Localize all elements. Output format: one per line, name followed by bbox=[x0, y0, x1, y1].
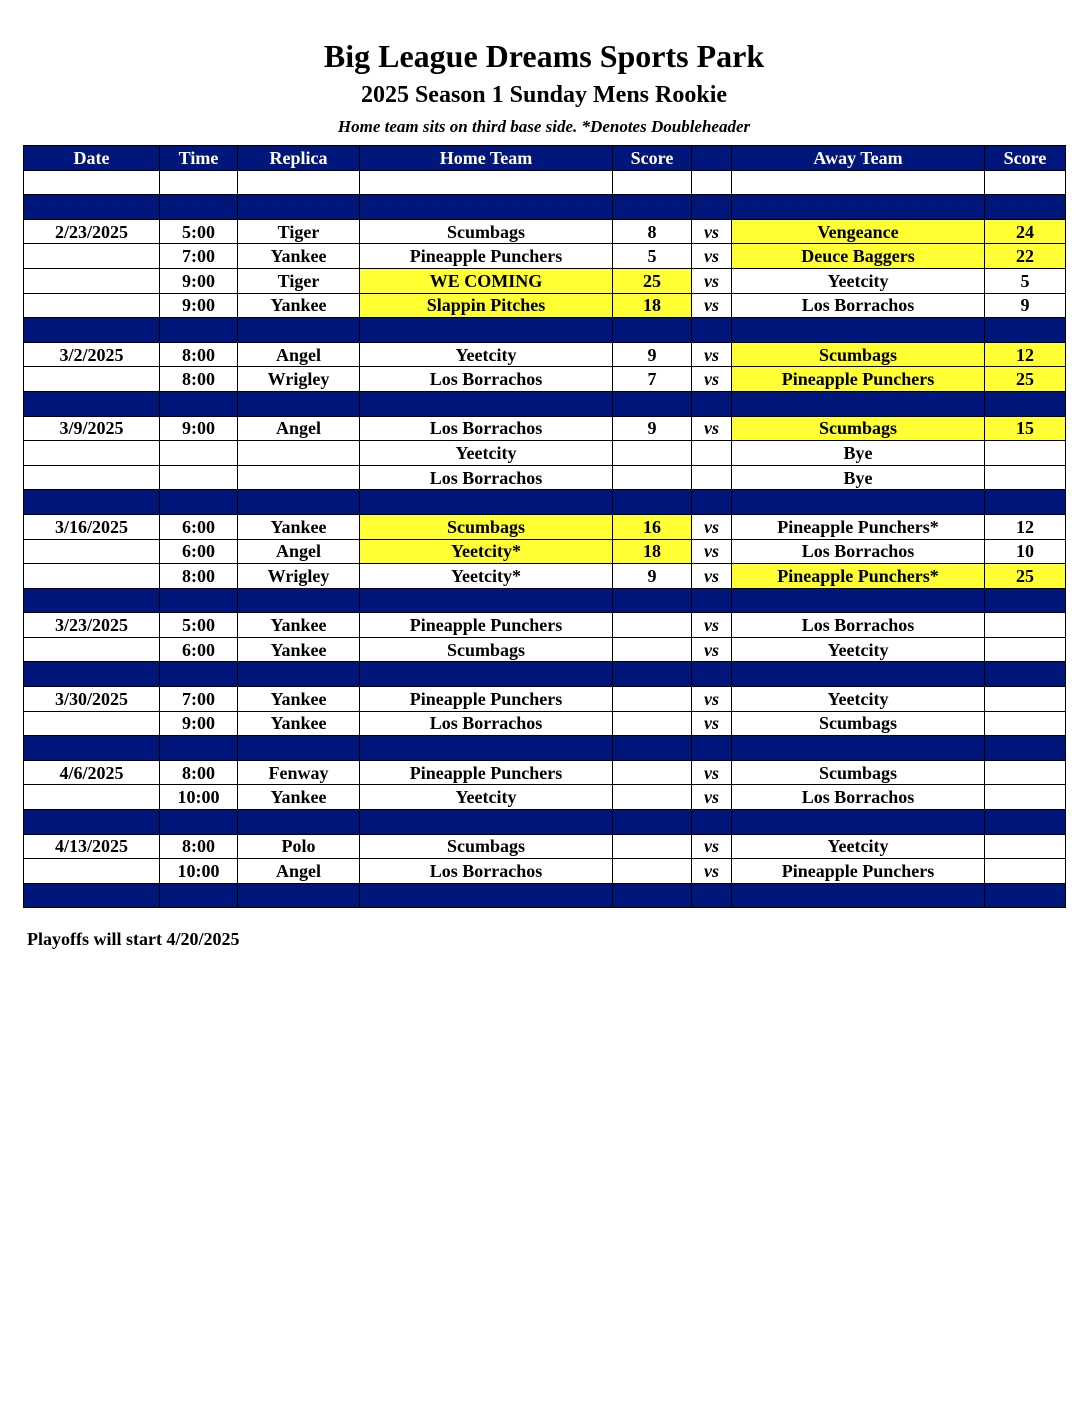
home-score-cell bbox=[613, 637, 692, 662]
col-header-away-team: Away Team bbox=[732, 146, 985, 171]
time-cell: 9:00 bbox=[160, 711, 238, 736]
separator-cell bbox=[160, 588, 238, 613]
away-score-cell: 12 bbox=[985, 514, 1066, 539]
game-row bbox=[24, 342, 1066, 367]
home-team-cell: Los Borrachos bbox=[360, 416, 613, 441]
away-team-cell: Yeetcity bbox=[732, 834, 985, 859]
home-score-cell bbox=[613, 834, 692, 859]
separator-cell bbox=[360, 810, 613, 835]
replica-cell: Polo bbox=[238, 834, 360, 859]
col-header-time: Time bbox=[160, 146, 238, 171]
home-team-cell: Los Borrachos bbox=[360, 859, 613, 884]
home-team-cell: Pineapple Punchers bbox=[360, 760, 613, 785]
separator-cell bbox=[613, 490, 692, 515]
away-score-cell: 9 bbox=[985, 293, 1066, 318]
away-team-cell: Yeetcity bbox=[732, 687, 985, 712]
vs-cell: vs bbox=[692, 859, 732, 884]
replica-cell bbox=[238, 441, 360, 466]
away-team-cell: Scumbags bbox=[732, 760, 985, 785]
game-row bbox=[24, 293, 1066, 318]
home-score-cell: 7 bbox=[613, 367, 692, 392]
vs-cell: vs bbox=[692, 760, 732, 785]
separator-cell bbox=[160, 490, 238, 515]
blank-cell bbox=[24, 170, 160, 195]
home-team-cell: Scumbags bbox=[360, 637, 613, 662]
separator-cell bbox=[692, 588, 732, 613]
away-team-cell: Pineapple Punchers* bbox=[732, 514, 985, 539]
separator-cell bbox=[985, 662, 1066, 687]
away-score-cell: 15 bbox=[985, 416, 1066, 441]
away-score-cell bbox=[985, 760, 1066, 785]
separator-cell bbox=[692, 490, 732, 515]
replica-cell: Angel bbox=[238, 342, 360, 367]
away-team-cell: Pineapple Punchers bbox=[732, 367, 985, 392]
away-team-cell: Los Borrachos bbox=[732, 293, 985, 318]
away-score-cell: 22 bbox=[985, 244, 1066, 269]
vs-cell: vs bbox=[692, 268, 732, 293]
date-cell bbox=[24, 367, 160, 392]
separator-cell bbox=[360, 588, 613, 613]
home-team-cell: Los Borrachos bbox=[360, 465, 613, 490]
schedule-body bbox=[24, 170, 1066, 908]
away-team-cell: Los Borrachos bbox=[732, 785, 985, 810]
date-cell: 3/9/2025 bbox=[24, 416, 160, 441]
away-team-cell: Vengeance bbox=[732, 219, 985, 244]
replica-cell: Yankee bbox=[238, 711, 360, 736]
separator-cell bbox=[732, 490, 985, 515]
home-team-cell: Scumbags bbox=[360, 514, 613, 539]
time-cell: 7:00 bbox=[160, 244, 238, 269]
away-score-cell: 10 bbox=[985, 539, 1066, 564]
game-row bbox=[24, 416, 1066, 441]
home-score-cell: 9 bbox=[613, 342, 692, 367]
separator-cell bbox=[360, 318, 613, 343]
separator-cell bbox=[613, 195, 692, 220]
replica-cell: Angel bbox=[238, 416, 360, 441]
game-row bbox=[24, 367, 1066, 392]
away-team-cell: Deuce Baggers bbox=[732, 244, 985, 269]
date-cell: 3/16/2025 bbox=[24, 514, 160, 539]
home-score-cell bbox=[613, 441, 692, 466]
week-separator-row bbox=[24, 490, 1066, 515]
replica-cell: Angel bbox=[238, 859, 360, 884]
vs-cell: vs bbox=[692, 834, 732, 859]
home-team-cell: Pineapple Punchers bbox=[360, 244, 613, 269]
game-row bbox=[24, 785, 1066, 810]
date-cell bbox=[24, 465, 160, 490]
date-cell: 2/23/2025 bbox=[24, 219, 160, 244]
vs-cell: vs bbox=[692, 711, 732, 736]
away-score-cell bbox=[985, 711, 1066, 736]
home-score-cell bbox=[613, 859, 692, 884]
game-row bbox=[24, 564, 1066, 589]
home-score-cell: 5 bbox=[613, 244, 692, 269]
time-cell: 8:00 bbox=[160, 760, 238, 785]
separator-cell bbox=[360, 736, 613, 761]
week-separator-row bbox=[24, 883, 1066, 908]
separator-cell bbox=[985, 810, 1066, 835]
col-header-away-score: Score bbox=[985, 146, 1066, 171]
game-row bbox=[24, 244, 1066, 269]
separator-cell bbox=[692, 883, 732, 908]
separator-cell bbox=[238, 391, 360, 416]
vs-cell: vs bbox=[692, 564, 732, 589]
separator-cell bbox=[732, 883, 985, 908]
away-score-cell bbox=[985, 613, 1066, 638]
replica-cell: Fenway bbox=[238, 760, 360, 785]
separator-cell bbox=[238, 318, 360, 343]
week-separator-row bbox=[24, 318, 1066, 343]
separator-cell bbox=[160, 736, 238, 761]
home-score-cell bbox=[613, 687, 692, 712]
separator-cell bbox=[613, 810, 692, 835]
separator-cell bbox=[24, 736, 160, 761]
game-row bbox=[24, 859, 1066, 884]
date-cell bbox=[24, 711, 160, 736]
col-header-home-team: Home Team bbox=[360, 146, 613, 171]
separator-cell bbox=[360, 883, 613, 908]
separator-cell bbox=[24, 810, 160, 835]
time-cell: 8:00 bbox=[160, 367, 238, 392]
col-header-home-score: Score bbox=[613, 146, 692, 171]
home-score-cell bbox=[613, 711, 692, 736]
home-team-cell: Yeetcity bbox=[360, 441, 613, 466]
home-team-cell: Los Borrachos bbox=[360, 711, 613, 736]
separator-cell bbox=[360, 391, 613, 416]
blank-cell bbox=[692, 170, 732, 195]
separator-cell bbox=[238, 490, 360, 515]
home-score-cell bbox=[613, 465, 692, 490]
vs-cell: vs bbox=[692, 342, 732, 367]
separator-cell bbox=[985, 883, 1066, 908]
home-score-cell: 16 bbox=[613, 514, 692, 539]
home-score-cell bbox=[613, 613, 692, 638]
separator-cell bbox=[160, 810, 238, 835]
week-separator-row bbox=[24, 810, 1066, 835]
vs-cell: vs bbox=[692, 539, 732, 564]
replica-cell: Yankee bbox=[238, 637, 360, 662]
separator-cell bbox=[360, 490, 613, 515]
separator-cell bbox=[160, 195, 238, 220]
date-cell bbox=[24, 244, 160, 269]
away-team-cell: Scumbags bbox=[732, 711, 985, 736]
separator-cell bbox=[360, 662, 613, 687]
col-header-replica: Replica bbox=[238, 146, 360, 171]
game-row bbox=[24, 539, 1066, 564]
replica-cell: Wrigley bbox=[238, 367, 360, 392]
separator-cell bbox=[692, 391, 732, 416]
date-cell: 4/13/2025 bbox=[24, 834, 160, 859]
vs-cell: vs bbox=[692, 367, 732, 392]
separator-cell bbox=[613, 391, 692, 416]
separator-cell bbox=[732, 736, 985, 761]
game-row bbox=[24, 637, 1066, 662]
separator-cell bbox=[985, 588, 1066, 613]
away-team-cell: Bye bbox=[732, 465, 985, 490]
home-team-cell: Scumbags bbox=[360, 219, 613, 244]
game-row bbox=[24, 219, 1066, 244]
time-cell bbox=[160, 441, 238, 466]
away-team-cell: Scumbags bbox=[732, 416, 985, 441]
replica-cell: Tiger bbox=[238, 268, 360, 293]
vs-cell: vs bbox=[692, 219, 732, 244]
week-separator-row bbox=[24, 662, 1066, 687]
blank-row bbox=[24, 170, 1066, 195]
date-cell: 3/30/2025 bbox=[24, 687, 160, 712]
separator-cell bbox=[24, 588, 160, 613]
date-cell bbox=[24, 785, 160, 810]
vs-cell bbox=[692, 465, 732, 490]
separator-cell bbox=[692, 736, 732, 761]
time-cell: 7:00 bbox=[160, 687, 238, 712]
vs-cell: vs bbox=[692, 416, 732, 441]
date-cell: 3/2/2025 bbox=[24, 342, 160, 367]
game-row bbox=[24, 613, 1066, 638]
replica-cell: Yankee bbox=[238, 613, 360, 638]
time-cell bbox=[160, 465, 238, 490]
separator-cell bbox=[160, 391, 238, 416]
schedule-table bbox=[23, 145, 1066, 908]
date-cell bbox=[24, 637, 160, 662]
separator-cell bbox=[238, 810, 360, 835]
separator-cell bbox=[24, 490, 160, 515]
replica-cell: Angel bbox=[238, 539, 360, 564]
separator-cell bbox=[160, 662, 238, 687]
separator-cell bbox=[985, 490, 1066, 515]
away-score-cell bbox=[985, 687, 1066, 712]
game-row bbox=[24, 441, 1066, 466]
vs-cell bbox=[692, 441, 732, 466]
page-title: Big League Dreams Sports Park bbox=[323, 38, 765, 74]
separator-cell bbox=[613, 318, 692, 343]
away-score-cell bbox=[985, 441, 1066, 466]
date-cell bbox=[24, 268, 160, 293]
separator-cell bbox=[732, 195, 985, 220]
away-score-cell: 25 bbox=[985, 564, 1066, 589]
separator-cell bbox=[732, 318, 985, 343]
table-header-row bbox=[24, 146, 1066, 171]
away-score-cell bbox=[985, 834, 1066, 859]
separator-cell bbox=[732, 810, 985, 835]
away-team-cell: Los Borrachos bbox=[732, 613, 985, 638]
home-team-cell: Scumbags bbox=[360, 834, 613, 859]
separator-cell bbox=[692, 318, 732, 343]
week-separator-row bbox=[24, 195, 1066, 220]
separator-cell bbox=[238, 662, 360, 687]
date-cell bbox=[24, 564, 160, 589]
vs-cell: vs bbox=[692, 637, 732, 662]
week-separator-row bbox=[24, 588, 1066, 613]
time-cell: 8:00 bbox=[160, 564, 238, 589]
vs-cell: vs bbox=[692, 293, 732, 318]
home-team-cell: Slappin Pitches bbox=[360, 293, 613, 318]
away-score-cell: 12 bbox=[985, 342, 1066, 367]
game-row bbox=[24, 834, 1066, 859]
away-score-cell: 25 bbox=[985, 367, 1066, 392]
date-cell bbox=[24, 539, 160, 564]
home-team-cell: Yeetcity bbox=[360, 785, 613, 810]
away-team-cell: Yeetcity bbox=[732, 268, 985, 293]
separator-cell bbox=[238, 736, 360, 761]
home-score-cell bbox=[613, 785, 692, 810]
separator-cell bbox=[692, 195, 732, 220]
separator-cell bbox=[985, 318, 1066, 343]
date-cell: 3/23/2025 bbox=[24, 613, 160, 638]
separator-cell bbox=[238, 588, 360, 613]
away-team-cell: Los Borrachos bbox=[732, 539, 985, 564]
week-separator-row bbox=[24, 736, 1066, 761]
vs-cell: vs bbox=[692, 514, 732, 539]
replica-cell: Yankee bbox=[238, 244, 360, 269]
blank-cell bbox=[985, 170, 1066, 195]
blank-cell bbox=[613, 170, 692, 195]
time-cell: 6:00 bbox=[160, 514, 238, 539]
game-row bbox=[24, 514, 1066, 539]
replica-cell: Yankee bbox=[238, 687, 360, 712]
separator-cell bbox=[613, 736, 692, 761]
away-score-cell bbox=[985, 637, 1066, 662]
home-team-cell: Los Borrachos bbox=[360, 367, 613, 392]
home-score-cell: 8 bbox=[613, 219, 692, 244]
time-cell: 6:00 bbox=[160, 637, 238, 662]
separator-cell bbox=[24, 318, 160, 343]
away-team-cell: Bye bbox=[732, 441, 985, 466]
vs-cell: vs bbox=[692, 613, 732, 638]
date-cell: 4/6/2025 bbox=[24, 760, 160, 785]
time-cell: 10:00 bbox=[160, 859, 238, 884]
home-score-cell: 25 bbox=[613, 268, 692, 293]
time-cell: 8:00 bbox=[160, 342, 238, 367]
playoffs-note: Playoffs will start 4/20/2025 bbox=[27, 929, 240, 949]
home-score-cell: 9 bbox=[613, 416, 692, 441]
separator-cell bbox=[160, 318, 238, 343]
away-team-cell: Scumbags bbox=[732, 342, 985, 367]
col-header-vs bbox=[692, 146, 732, 171]
home-team-cell: WE COMING bbox=[360, 268, 613, 293]
away-score-cell bbox=[985, 465, 1066, 490]
away-score-cell bbox=[985, 859, 1066, 884]
away-score-cell: 5 bbox=[985, 268, 1066, 293]
separator-cell bbox=[732, 391, 985, 416]
separator-cell bbox=[732, 662, 985, 687]
vs-cell: vs bbox=[692, 785, 732, 810]
separator-cell bbox=[160, 883, 238, 908]
separator-cell bbox=[24, 883, 160, 908]
home-team-cell: Pineapple Punchers bbox=[360, 687, 613, 712]
time-cell: 5:00 bbox=[160, 613, 238, 638]
blank-cell bbox=[732, 170, 985, 195]
home-score-cell: 9 bbox=[613, 564, 692, 589]
home-team-cell: Yeetcity* bbox=[360, 564, 613, 589]
date-cell bbox=[24, 293, 160, 318]
separator-cell bbox=[238, 883, 360, 908]
separator-cell bbox=[24, 662, 160, 687]
separator-cell bbox=[985, 195, 1066, 220]
game-row bbox=[24, 268, 1066, 293]
away-team-cell: Pineapple Punchers* bbox=[732, 564, 985, 589]
game-row bbox=[24, 687, 1066, 712]
game-row bbox=[24, 760, 1066, 785]
home-team-cell: Yeetcity* bbox=[360, 539, 613, 564]
time-cell: 8:00 bbox=[160, 834, 238, 859]
blank-cell bbox=[160, 170, 238, 195]
replica-cell: Yankee bbox=[238, 293, 360, 318]
away-team-cell: Yeetcity bbox=[732, 637, 985, 662]
time-cell: 9:00 bbox=[160, 416, 238, 441]
separator-cell bbox=[985, 736, 1066, 761]
schedule-note: Home team sits on third base side. *Denotes Doubleheader bbox=[337, 117, 751, 136]
separator-cell bbox=[24, 391, 160, 416]
replica-cell bbox=[238, 465, 360, 490]
home-score-cell bbox=[613, 760, 692, 785]
separator-cell bbox=[360, 195, 613, 220]
blank-cell bbox=[360, 170, 613, 195]
page-subtitle: 2025 Season 1 Sunday Mens Rookie bbox=[360, 82, 728, 108]
separator-cell bbox=[613, 662, 692, 687]
time-cell: 10:00 bbox=[160, 785, 238, 810]
game-row bbox=[24, 711, 1066, 736]
time-cell: 9:00 bbox=[160, 268, 238, 293]
time-cell: 6:00 bbox=[160, 539, 238, 564]
home-team-cell: Yeetcity bbox=[360, 342, 613, 367]
separator-cell bbox=[613, 588, 692, 613]
week-separator-row bbox=[24, 391, 1066, 416]
separator-cell bbox=[692, 810, 732, 835]
date-cell bbox=[24, 859, 160, 884]
time-cell: 5:00 bbox=[160, 219, 238, 244]
separator-cell bbox=[985, 391, 1066, 416]
replica-cell: Yankee bbox=[238, 514, 360, 539]
vs-cell: vs bbox=[692, 687, 732, 712]
col-header-date: Date bbox=[24, 146, 160, 171]
time-cell: 9:00 bbox=[160, 293, 238, 318]
replica-cell: Wrigley bbox=[238, 564, 360, 589]
blank-cell bbox=[238, 170, 360, 195]
home-team-cell: Pineapple Punchers bbox=[360, 613, 613, 638]
separator-cell bbox=[692, 662, 732, 687]
separator-cell bbox=[613, 883, 692, 908]
date-cell bbox=[24, 441, 160, 466]
replica-cell: Yankee bbox=[238, 785, 360, 810]
separator-cell bbox=[238, 195, 360, 220]
home-score-cell: 18 bbox=[613, 539, 692, 564]
away-team-cell: Pineapple Punchers bbox=[732, 859, 985, 884]
away-score-cell: 24 bbox=[985, 219, 1066, 244]
separator-cell bbox=[24, 195, 160, 220]
game-row bbox=[24, 465, 1066, 490]
home-score-cell: 18 bbox=[613, 293, 692, 318]
replica-cell: Tiger bbox=[238, 219, 360, 244]
separator-cell bbox=[732, 588, 985, 613]
away-score-cell bbox=[985, 785, 1066, 810]
vs-cell: vs bbox=[692, 244, 732, 269]
